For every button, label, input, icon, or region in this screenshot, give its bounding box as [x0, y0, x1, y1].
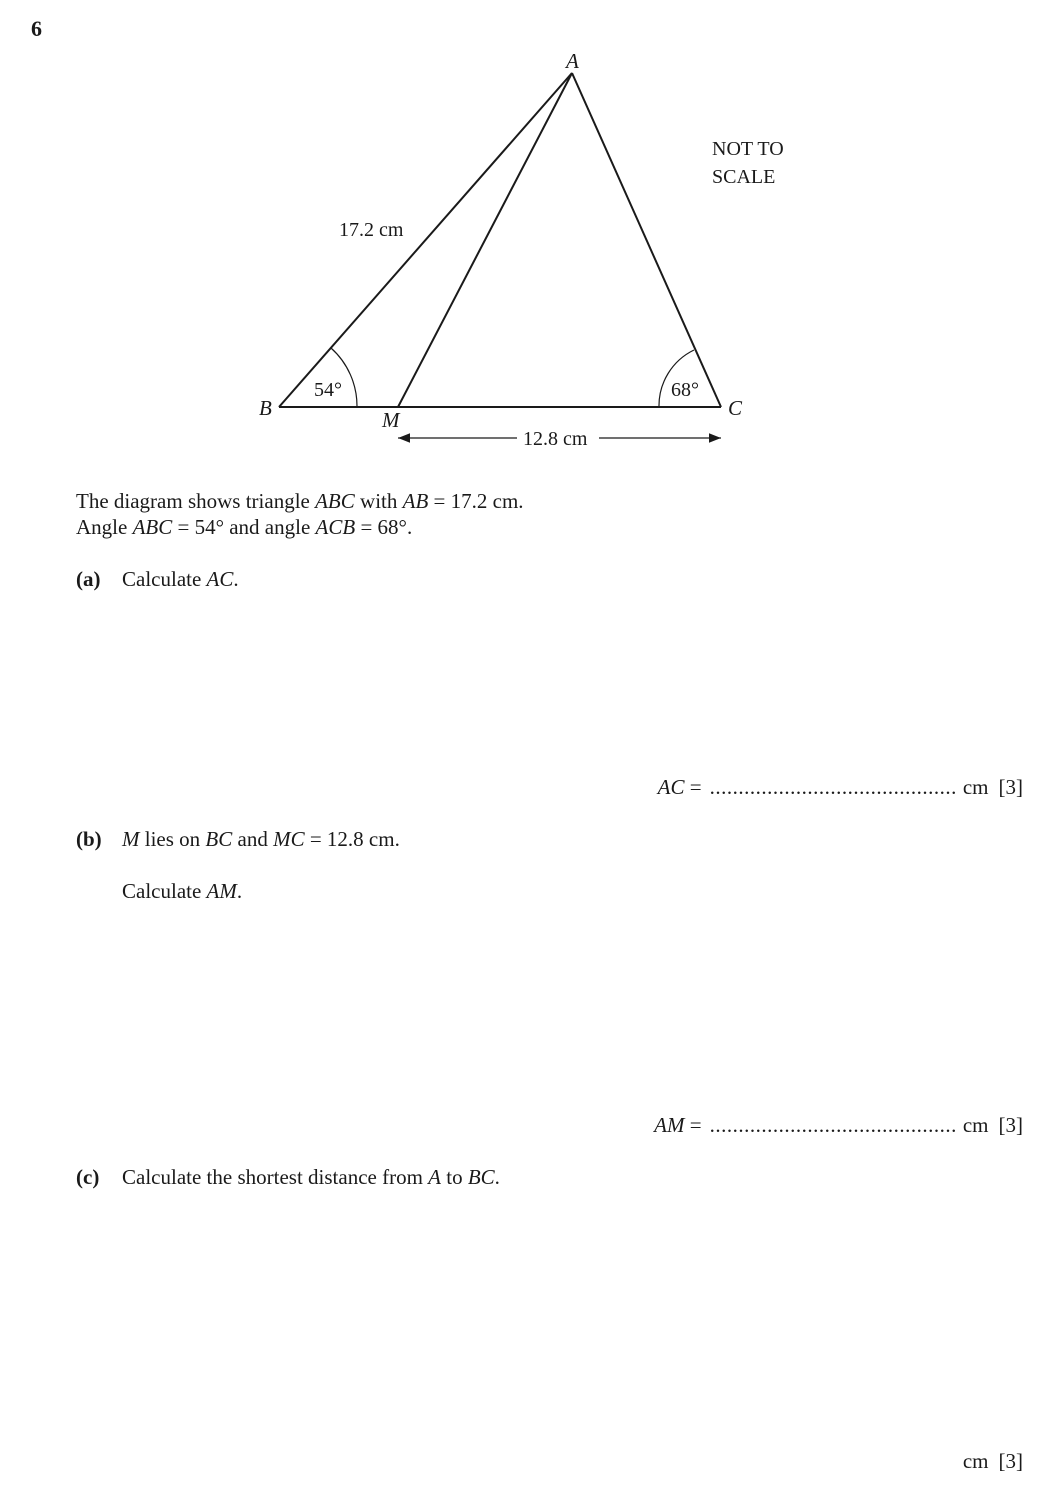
stem-text: with: [354, 489, 403, 513]
side-ab: [279, 73, 572, 407]
vertex-b-label: B: [259, 396, 272, 420]
part-a-answer-line: [658, 775, 1023, 800]
answer-unit: cm: [962, 1113, 989, 1137]
vertex-c-label: C: [728, 396, 743, 420]
part-b-question: [76, 827, 400, 852]
stem-text: = 68°.: [355, 515, 413, 539]
question-var: BC: [205, 827, 233, 851]
stem-var: ABC: [315, 489, 355, 513]
question-text: Calculate: [122, 567, 207, 591]
answer-var: AC: [657, 775, 685, 799]
question-text: and: [232, 827, 274, 851]
marks-badge: [3]: [998, 1113, 1023, 1137]
question-number: 6: [31, 16, 42, 41]
marks-badge: [3]: [998, 775, 1023, 799]
question-text: to: [440, 1165, 468, 1189]
question-var: MC: [273, 827, 305, 851]
answer-var: AM: [654, 1113, 685, 1137]
part-b-answer-line: [654, 1113, 1023, 1138]
part-b-label: (b): [76, 827, 102, 851]
vertex-m-label: M: [382, 408, 400, 432]
answer-eq: =: [684, 1113, 702, 1137]
question-text: lies on: [139, 827, 206, 851]
part-c-question: [76, 1165, 500, 1190]
answer-unit: cm: [962, 775, 989, 799]
angle-c-label: 68°: [671, 379, 699, 401]
part-b-instruction: [122, 879, 242, 904]
part-a-label: (a): [76, 567, 101, 591]
segment-am: [398, 73, 572, 407]
answer-field[interactable]: ...........................................: [709, 775, 957, 799]
mc-length-label: 12.8 cm: [523, 428, 588, 450]
stem-text: = 54° and angle: [172, 515, 316, 539]
not-to-scale-line1: NOT TO: [712, 138, 784, 160]
question-text: .: [236, 879, 243, 903]
stem-text: = 17.2 cm.: [428, 489, 524, 513]
stem-line-2: [76, 515, 412, 540]
question-text: = 12.8 cm.: [304, 827, 400, 851]
question-var: M: [122, 827, 140, 851]
part-c-answer-line: [963, 1449, 1023, 1474]
marks-badge: [3]: [998, 1449, 1023, 1473]
side-ab-length-label: 17.2 cm: [339, 219, 404, 241]
question-text: Calculate: [122, 879, 207, 903]
not-to-scale-line2: SCALE: [712, 166, 776, 188]
vertex-a-label: A: [566, 49, 579, 73]
stem-text: Angle: [76, 515, 133, 539]
part-c-label: (c): [76, 1165, 100, 1189]
stem-var: AB: [402, 489, 429, 513]
question-text: .: [494, 1165, 500, 1189]
question-var: BC: [467, 1165, 495, 1189]
angle-b-label: 54°: [314, 379, 342, 401]
side-ac: [572, 73, 721, 407]
triangle-diagram: [0, 0, 1056, 470]
part-a-question: [76, 567, 239, 592]
question-var: AM: [206, 879, 237, 903]
answer-unit: cm: [962, 1449, 989, 1473]
answer-eq: =: [684, 775, 702, 799]
stem-text: The diagram shows triangle: [76, 489, 316, 513]
stem-var: ACB: [315, 515, 356, 539]
stem-var: ABC: [132, 515, 173, 539]
question-text: Calculate the shortest distance from: [122, 1165, 429, 1189]
answer-field[interactable]: ...........................................: [709, 1113, 957, 1137]
question-var: AC: [206, 567, 234, 591]
question-text: .: [233, 567, 239, 591]
question-var: A: [428, 1165, 441, 1189]
stem-line-1: [76, 489, 524, 514]
